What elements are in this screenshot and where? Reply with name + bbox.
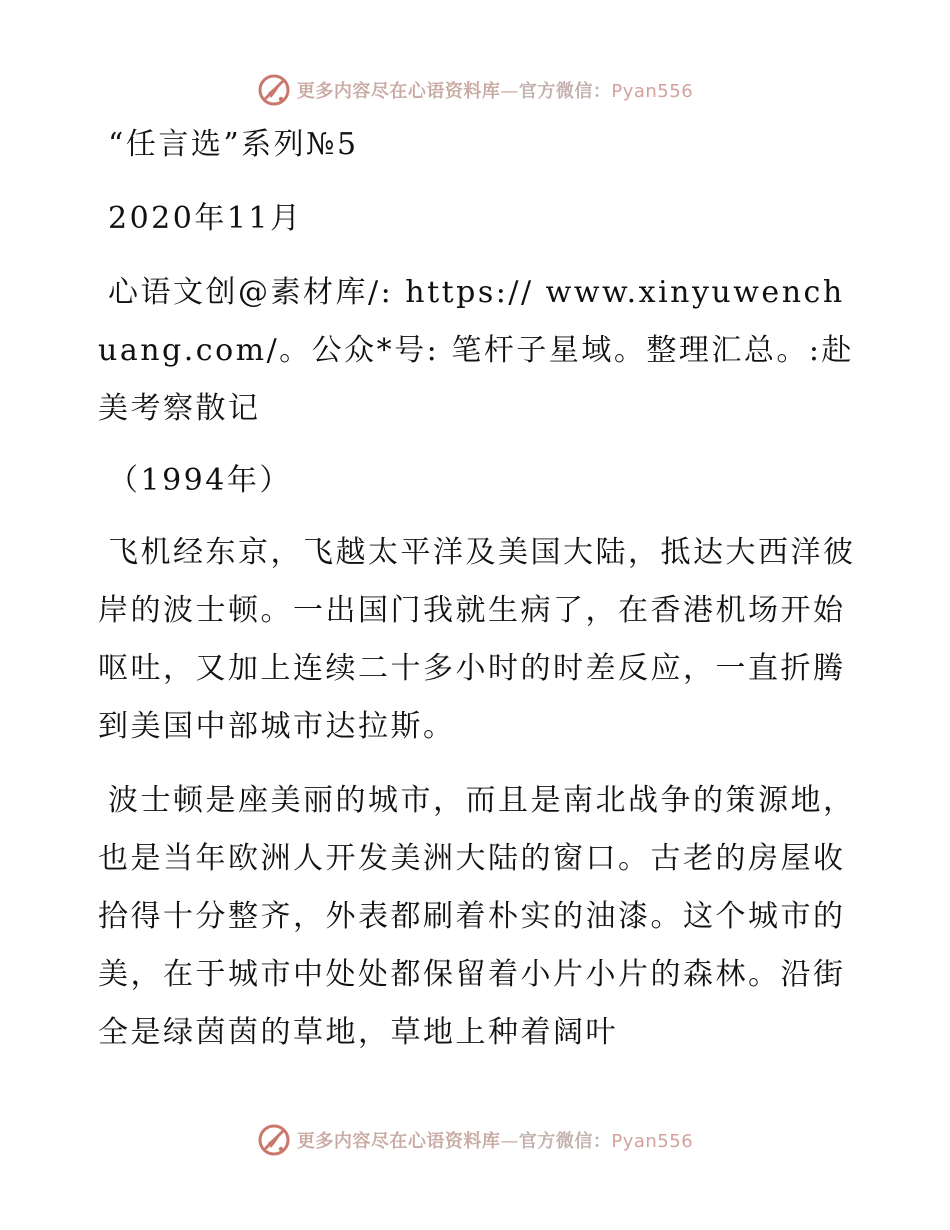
footer-banner: [0, 1120, 950, 1160]
paragraph-2: 波士顿是座美丽的城市，而且是南北战争的策源地，也是当年欧洲人开发美洲大陆的窗口。古老的房屋收拾得十分整齐，外表都刷着朴实的油漆。这个城市的美，在于城市中处处都保留着小片小片的森林。沿街全是绿茵茵的草地，草地上种着阔叶: [98, 783, 856, 1050]
banner-wechat-id: Pyan556: [611, 81, 694, 102]
quill-seal-icon: [257, 1123, 291, 1157]
banner-text-footer: [297, 1127, 693, 1153]
banner-dash: —: [500, 1131, 519, 1152]
banner-content: [257, 73, 693, 107]
year-note: （1994年）: [108, 463, 292, 498]
document-date: 2020年11月: [108, 201, 303, 236]
source-line: 心语文创@素材库/: https:// www.xinyuwenchuang.com/。公众*号: 笔杆子星域。整理汇总。:赴美考察散记: [98, 275, 854, 426]
header-banner: [0, 70, 950, 110]
banner-content-footer: [257, 1123, 693, 1157]
banner-wechat-label: 官方微信：: [518, 1131, 612, 1152]
paragraph-1: 飞机经东京，飞越太平洋及美国大陆，抵达大西洋彼岸的波士顿。一出国门我就生病了，在香港机场开始呕吐，又加上连续二十多小时的时差反应，一直折腾到美国中部城市达拉斯。: [98, 535, 856, 744]
quill-seal-icon: [257, 73, 291, 107]
banner-text: [297, 77, 693, 103]
banner-main-text: 更多内容尽在心语资料库: [296, 1131, 501, 1152]
document-body: [98, 116, 858, 1062]
banner-dash: —: [500, 81, 519, 102]
series-title: “任言选”系列№5: [108, 127, 359, 162]
banner-wechat-id: Pyan556: [611, 1131, 694, 1152]
banner-main-text: 更多内容尽在心语资料库: [296, 81, 501, 102]
banner-wechat-label: 官方微信：: [518, 81, 612, 102]
